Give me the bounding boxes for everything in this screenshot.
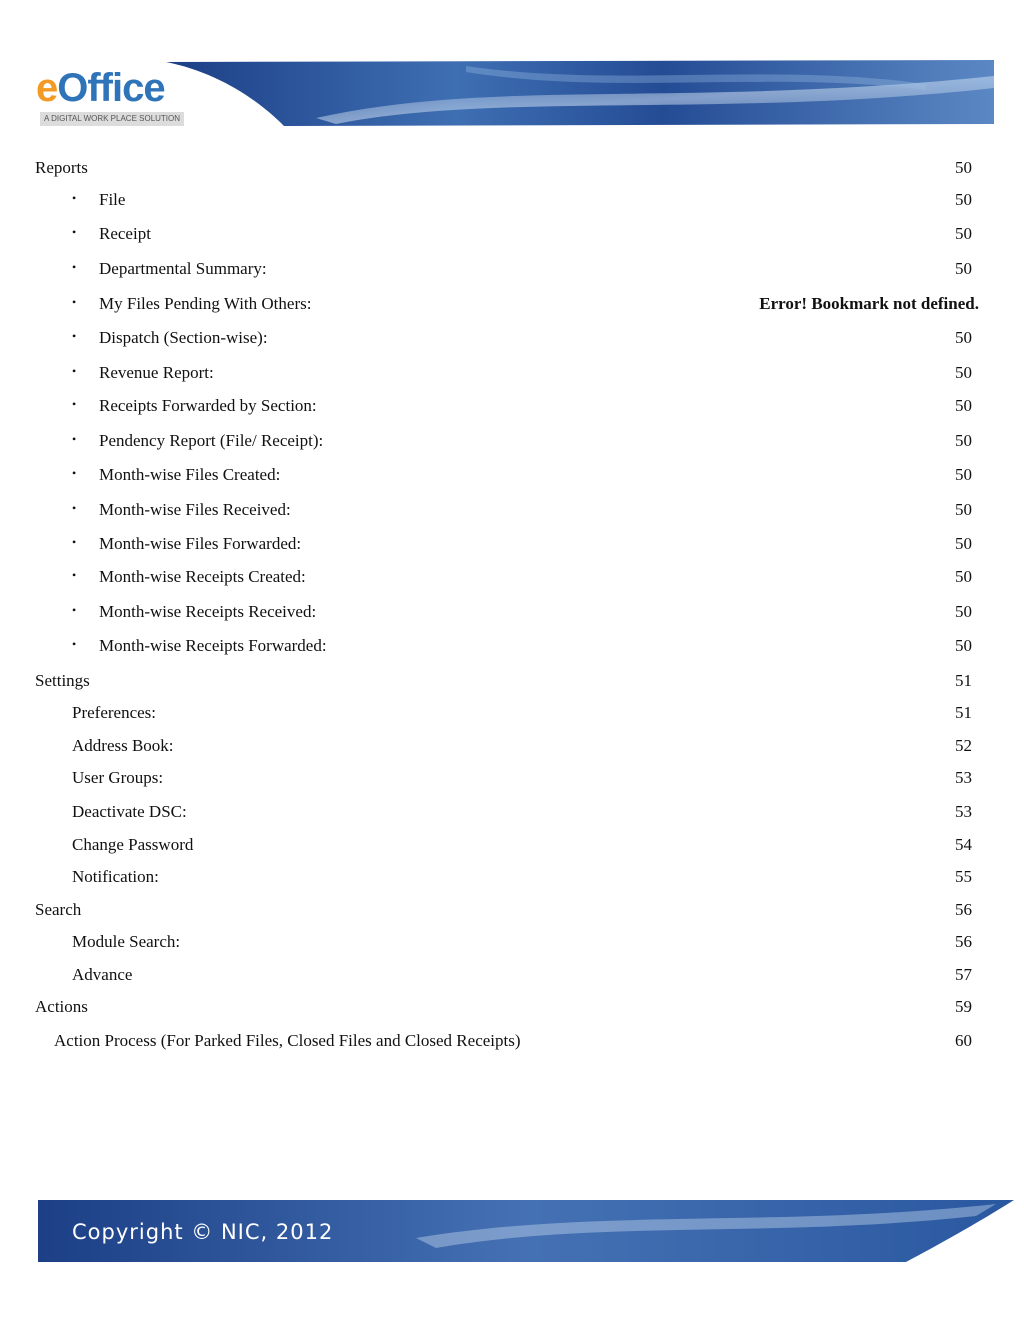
toc-entry[interactable] <box>0 222 1024 246</box>
toc-entry[interactable] <box>0 532 1024 556</box>
toc-entry-label: Pendency Report (File/ Receipt): <box>99 431 324 450</box>
toc-entry-label: Month-wise Receipts Created: <box>99 567 306 586</box>
toc-entry[interactable] <box>0 188 1024 212</box>
toc-entry-label: My Files Pending With Others: <box>99 294 312 313</box>
bullet-icon: • <box>72 603 77 617</box>
toc-entry[interactable] <box>0 669 1024 693</box>
bullet-icon: • <box>72 329 77 343</box>
toc-entry-page: 53 <box>955 768 972 787</box>
logo-e: e <box>36 66 58 110</box>
bullet-icon: • <box>72 535 77 549</box>
toc-entry-label: Notification: <box>72 867 159 886</box>
toc-entry-page: 56 <box>955 900 972 919</box>
toc-entry[interactable] <box>0 361 1024 385</box>
toc-entry-page: 50 <box>955 500 972 519</box>
toc-entry-page: 50 <box>955 567 972 586</box>
bullet-icon: • <box>72 191 77 205</box>
toc-entry-label: Departmental Summary: <box>99 259 267 278</box>
toc-entry[interactable] <box>0 995 1024 1019</box>
toc-entry-page: 50 <box>955 396 972 415</box>
toc-entry-label: Action Process (For Parked Files, Closed Files and Closed Receipts) <box>54 1031 521 1050</box>
toc-entry-label: User Groups: <box>72 768 164 787</box>
bullet-icon: • <box>72 225 77 239</box>
toc-entry-page: 50 <box>955 534 972 553</box>
toc-entry[interactable] <box>0 600 1024 624</box>
toc-entry-page: 57 <box>955 965 972 984</box>
bullet-icon: • <box>72 260 77 274</box>
toc-entry-page: 60 <box>955 1031 972 1050</box>
page-header <box>36 58 994 128</box>
toc-entry-page: 50 <box>955 190 972 209</box>
toc-entry[interactable] <box>0 565 1024 589</box>
toc-entry[interactable] <box>0 833 1024 857</box>
toc-entry-label: Revenue Report: <box>99 363 214 382</box>
toc-entry-page: 53 <box>955 802 972 821</box>
toc-entry-page: 54 <box>955 835 972 854</box>
toc-entry-page: Error! Bookmark not defined. <box>759 294 979 313</box>
toc-entry-page: 50 <box>955 431 972 450</box>
bullet-icon: • <box>72 466 77 480</box>
toc-entry-label: Address Book: <box>72 736 174 755</box>
toc-entry-page: 50 <box>955 224 972 243</box>
toc-entry[interactable] <box>0 634 1024 658</box>
toc-entry-page: 51 <box>955 703 972 722</box>
logo-tagline: A DIGITAL WORK PLACE SOLUTION <box>40 112 184 126</box>
toc-entry[interactable] <box>0 257 1024 281</box>
bullet-icon: • <box>72 397 77 411</box>
toc-entry-label: Receipt <box>99 224 151 243</box>
toc-entry-label: Search <box>35 900 82 919</box>
toc-entry-label: Month-wise Files Created: <box>99 465 281 484</box>
bullet-icon: • <box>72 501 77 515</box>
toc-entry[interactable] <box>0 498 1024 522</box>
header-banner <box>166 58 994 128</box>
page-footer <box>36 1198 1014 1264</box>
toc-entry-page: 50 <box>955 636 972 655</box>
toc-entry[interactable] <box>0 701 1024 725</box>
toc-entry-label: Advance <box>72 965 133 984</box>
bullet-icon: • <box>72 364 77 378</box>
toc-entry[interactable] <box>0 766 1024 790</box>
toc-entry-page: 52 <box>955 736 972 755</box>
toc-entry[interactable] <box>0 156 1024 180</box>
toc-entry-page: 50 <box>955 259 972 278</box>
toc-entry[interactable] <box>0 394 1024 418</box>
toc-entry-page: 56 <box>955 932 972 951</box>
toc-entry[interactable] <box>0 898 1024 922</box>
toc-entry[interactable] <box>0 1029 1024 1053</box>
eoffice-logo <box>36 66 186 128</box>
toc-entry-label: Receipts Forwarded by Section: <box>99 396 317 415</box>
toc-entry[interactable] <box>0 865 1024 889</box>
toc-entry-label: Month-wise Receipts Forwarded: <box>99 636 327 655</box>
logo-office: Office <box>57 66 165 110</box>
toc-entry-label: Change Password <box>72 835 194 854</box>
toc-entry[interactable] <box>0 429 1024 453</box>
toc-entry[interactable] <box>0 463 1024 487</box>
toc-entry[interactable] <box>0 800 1024 824</box>
toc-entry-page: 50 <box>955 602 972 621</box>
toc-entry-label: Preferences: <box>72 703 157 722</box>
toc-entry[interactable] <box>0 734 1024 758</box>
toc-entry-page: 51 <box>955 671 972 690</box>
toc-entry[interactable] <box>0 963 1024 987</box>
toc-entry-page: 55 <box>955 867 972 886</box>
toc-entry-label: Month-wise Receipts Received: <box>99 602 317 621</box>
toc-entry-page: 50 <box>955 363 972 382</box>
toc-entry-label: Month-wise Files Received: <box>99 500 291 519</box>
bullet-icon: • <box>72 568 77 582</box>
toc-entry-label: Deactivate DSC: <box>72 802 187 821</box>
toc-entry[interactable] <box>0 292 1024 316</box>
bullet-icon: • <box>72 637 77 651</box>
bullet-icon: • <box>72 295 77 309</box>
toc-entry-label: Actions <box>35 997 88 1016</box>
toc-entry-page: 50 <box>955 158 972 177</box>
toc-entry-page: 59 <box>955 997 972 1016</box>
toc-entry-label: File <box>99 190 126 209</box>
toc-entry-label: Settings <box>35 671 90 690</box>
toc-entry-label: Dispatch (Section-wise): <box>99 328 268 347</box>
toc-entry-label: Module Search: <box>72 932 181 951</box>
toc-entry-label: Month-wise Files Forwarded: <box>99 534 302 553</box>
copyright-text: Copyright © NIC, 2012 <box>72 1220 334 1244</box>
toc-entry-page: 50 <box>955 465 972 484</box>
bullet-icon: • <box>72 432 77 446</box>
toc-entry[interactable] <box>0 326 1024 350</box>
toc-entry-label: Reports <box>35 158 88 177</box>
toc-entry[interactable] <box>0 930 1024 954</box>
toc-entry-page: 50 <box>955 328 972 347</box>
